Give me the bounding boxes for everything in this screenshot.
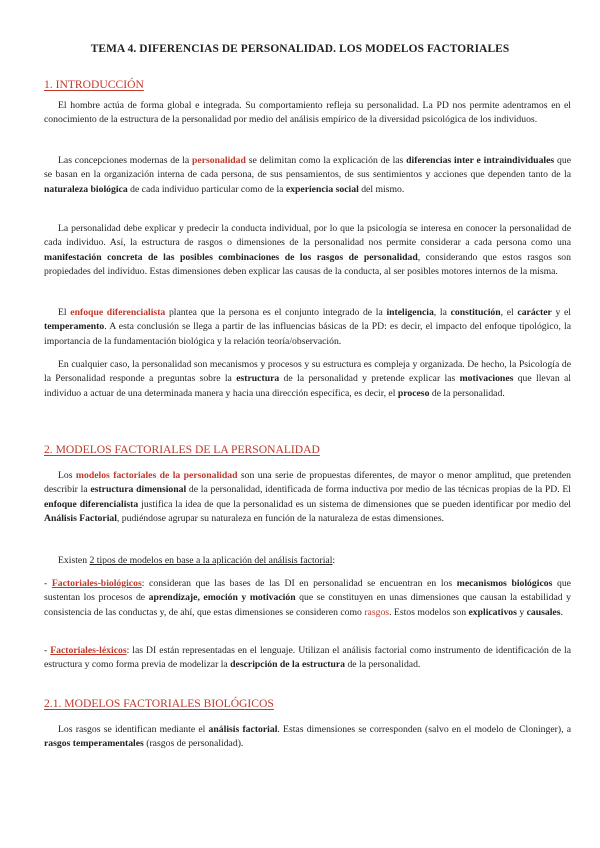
text: Existen bbox=[58, 555, 90, 566]
keyword: Factoriales-léxicos bbox=[50, 645, 127, 656]
text: del mismo. bbox=[358, 183, 405, 195]
keyword: constitución bbox=[450, 307, 501, 318]
text: . Estas dimensiones se corresponden (salvo en el modelo de Cloninger), a bbox=[277, 724, 572, 735]
keyword: aprendizaje, emoción y motivación bbox=[148, 592, 296, 604]
keyword: rasgos temperamentales bbox=[44, 738, 144, 750]
text: de la personalidad y pretende explicar las bbox=[279, 373, 460, 385]
paragraph bbox=[44, 469, 571, 527]
text: , el bbox=[500, 307, 518, 318]
document-title: TEMA 4. DIFERENCIAS DE PERSONALIDAD. LOS MODELOS FACTORIALES bbox=[90, 43, 510, 55]
keyword: diferencias inter e intraindividuales bbox=[406, 155, 555, 166]
keyword: Factoriales-biológicos bbox=[51, 578, 142, 589]
paragraph bbox=[44, 723, 571, 752]
text: : consideran que las bases de las DI en personalidad se encuentran en los bbox=[141, 578, 457, 589]
text: Las concepciones modernas de la bbox=[58, 155, 193, 166]
text: y el bbox=[551, 307, 571, 318]
text: que se constituyen en unas dimensiones que causan la estabilidad y consistencia de las conductas y, de ahí, que estas dimensiones se consideren como bbox=[44, 592, 571, 618]
keyword: enfoque diferencialista bbox=[70, 307, 166, 318]
keyword: personalidad bbox=[192, 155, 246, 166]
text: . Estos modelos son bbox=[389, 606, 469, 618]
keyword: experiencia social bbox=[285, 183, 359, 195]
keyword: mecanismos biológicos bbox=[456, 578, 553, 589]
paragraph bbox=[44, 358, 571, 401]
keyword: motivaciones bbox=[459, 373, 514, 385]
keyword: enfoque diferencialista bbox=[44, 498, 139, 510]
paragraph bbox=[44, 99, 571, 128]
text: son una serie de propuestas diferentes, de mayor o menor amplitud, que pretenden describir la bbox=[44, 470, 571, 496]
paragraph bbox=[44, 554, 571, 568]
text: : las DI están representadas en el lenguaje. Utilizan el análisis factorial como instrumento de identificación de la estructura y como forma previa de modelizar la bbox=[44, 645, 571, 671]
text: En cualquier caso, la personalidad son mecanismos y procesos y su estructura es compleja y organizada. De hecho, la Psicología de la Personalidad responde a preguntas sobre la bbox=[44, 359, 571, 385]
keyword: explicativos bbox=[468, 606, 517, 618]
text: de la personalidad. bbox=[429, 387, 505, 399]
keyword: manifestación concreta de las posibles combinaciones de los rasgos de personalidad bbox=[44, 251, 418, 263]
text: se delimitan como la explicación de las bbox=[245, 155, 407, 166]
text: plantea que la persona es el conjunto integrado de la bbox=[165, 307, 387, 318]
text: , considerando que estos rasgos son propiedades del individuo. Estas dimensiones deben explicar las causas de la conducta, al ser posibles motores internos de la misma. bbox=[44, 251, 571, 278]
keyword: estructura dimensional bbox=[90, 484, 187, 496]
text: , pudiéndose agrupar su naturaleza en función de la naturaleza de estas dimensiones. bbox=[116, 513, 445, 525]
text: de la personalidad. bbox=[345, 659, 421, 671]
text: que se basan en la organización interna de cada persona, de sus pensamientos, de sus sentimientos y acciones que dependen tanto de la bbox=[44, 155, 571, 181]
keyword: estructura bbox=[236, 373, 280, 385]
paragraph bbox=[44, 154, 571, 197]
keyword: Análisis Factorial bbox=[44, 513, 117, 525]
text: . A esta conclusión se llega a partir de las influencias básicas de la PD: es decir, el impacto del enfoque tipológico, la importancia de la fundamentación biológica y la relación teoría/observación. bbox=[44, 321, 571, 347]
text: que llevan al individuo a actuar de una determinada manera y hacia una dirección específica, es decir, el bbox=[44, 373, 571, 399]
text: (rasgos de personalidad). bbox=[143, 738, 244, 750]
list-item bbox=[44, 644, 571, 673]
text: justifica la idea de que la personalidad es un sistema de dimensiones que se pueden identificar por medio del bbox=[138, 498, 571, 510]
text: La personalidad debe explicar y predecir la conducta individual, por lo que la psicología se interesa en conocer la personalidad de cada individuo. Así, la estructura de rasgos o dimensiones de la personalidad nos permite considerar a cada persona como una bbox=[44, 223, 571, 249]
section-heading-modelos-factoriales: 2. MODELOS FACTORIALES DE LA PERSONALIDAD bbox=[44, 443, 320, 456]
text: . bbox=[560, 606, 563, 618]
underlined-text: 2 tipos de modelos en base a la aplicación del análisis factorial bbox=[89, 555, 333, 566]
text: de cada individuo particular como de la bbox=[127, 183, 286, 195]
keyword: naturaleza biológica bbox=[44, 183, 128, 195]
text: que sustentan los procesos de bbox=[44, 578, 571, 604]
text: de la personalidad, identificada de forma inductiva por medio de las técnicas propias de la PD. El bbox=[186, 484, 571, 496]
text: y bbox=[516, 606, 527, 618]
text: - bbox=[44, 645, 51, 656]
list-item bbox=[44, 577, 571, 620]
keyword: causales bbox=[526, 606, 561, 618]
section-heading-introduccion: 1. INTRODUCCIÓN bbox=[44, 78, 144, 91]
keyword: rasgos bbox=[364, 606, 390, 618]
text: El bbox=[58, 307, 71, 318]
section-heading-modelos-biologicos: 2.1. MODELOS FACTORIALES BIOLÓGICOS bbox=[44, 697, 274, 710]
text: - bbox=[44, 578, 52, 589]
text: Los rasgos se identifican mediante el bbox=[58, 724, 209, 735]
keyword: inteligencia bbox=[386, 307, 434, 318]
keyword: modelos factoriales de la personalidad bbox=[75, 470, 238, 481]
keyword: descripción de la estructura bbox=[230, 659, 346, 671]
paragraph bbox=[44, 306, 571, 349]
keyword: temperamento bbox=[44, 321, 105, 333]
text: , la bbox=[433, 307, 451, 318]
keyword: análisis factorial bbox=[208, 724, 278, 735]
paragraph bbox=[44, 222, 571, 280]
text: El hombre actúa de forma global e integrada. Su comportamiento refleja su personalidad. La PD nos permite adentramos en el conocimiento de la estructura de la personalidad por medio del análisis empírico de la diversidad psicológica de los individuos. bbox=[44, 100, 571, 126]
text: : bbox=[332, 555, 336, 566]
text: Los bbox=[58, 470, 76, 481]
keyword: proceso bbox=[397, 387, 430, 399]
keyword: carácter bbox=[517, 307, 552, 318]
